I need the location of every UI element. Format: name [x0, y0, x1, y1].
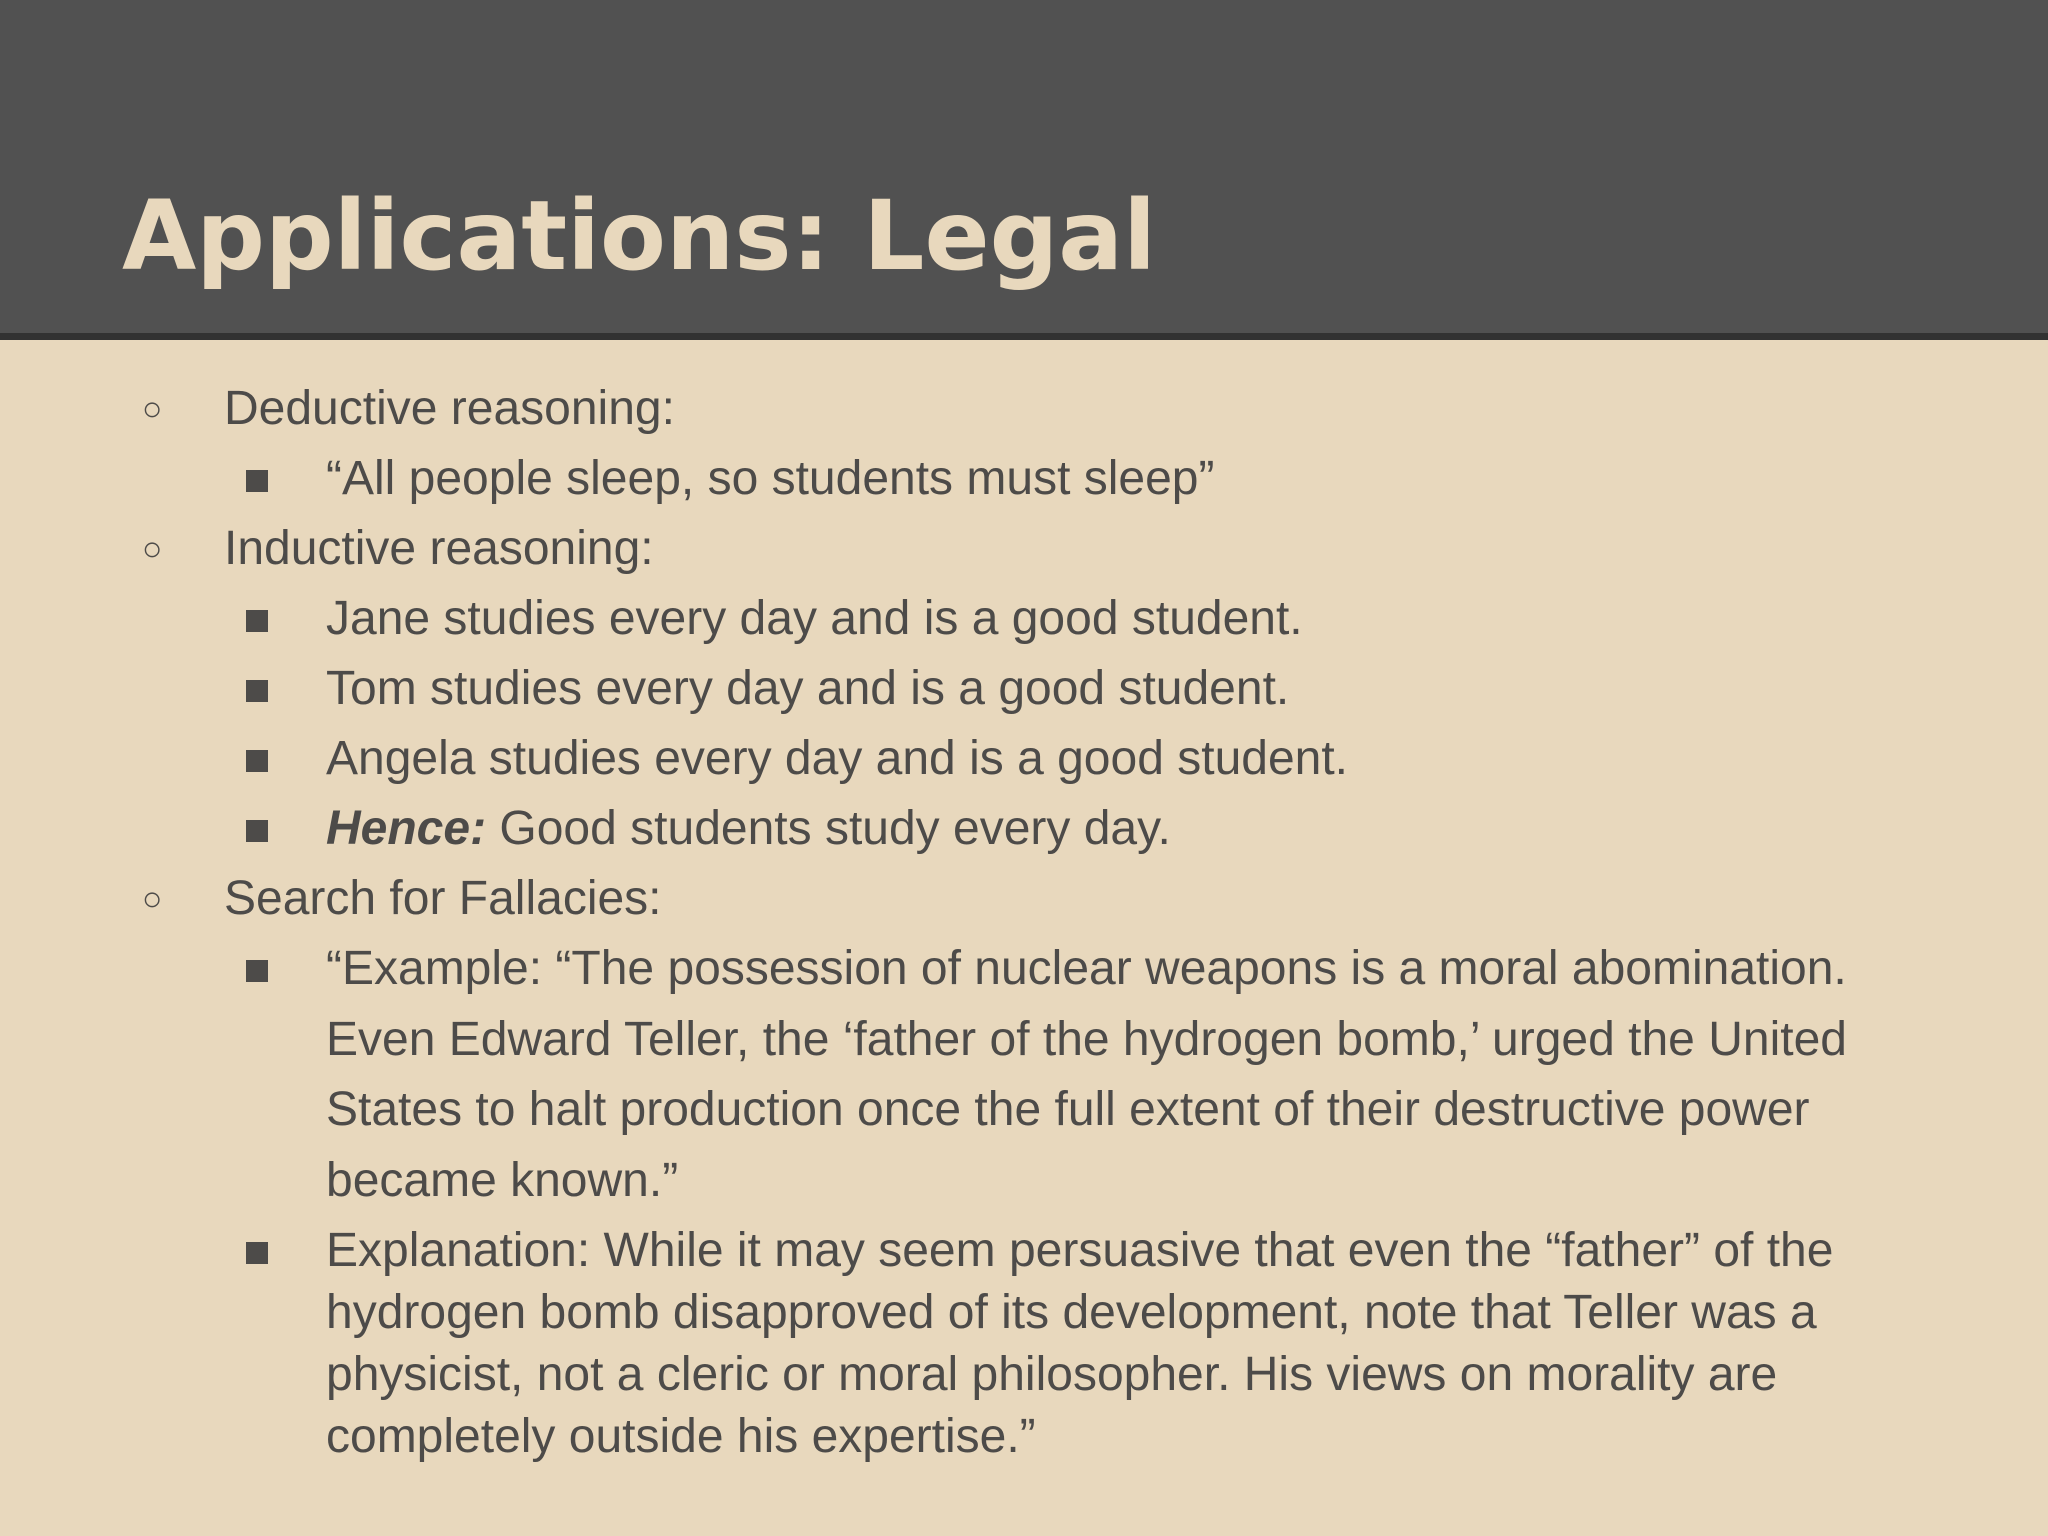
square-bullet-icon: [246, 470, 268, 492]
square-bullet-icon: [246, 610, 268, 632]
sub-list-item-example: [0, 934, 1926, 1216]
conclusion-prefix: Hence:: [326, 802, 487, 855]
list-item-label: Search for Fallacies:: [224, 872, 662, 925]
square-bullet-icon: [246, 1242, 268, 1264]
sub-list-item-explanation: [0, 1220, 1926, 1468]
sub-list-item-text: Jane studies every day and is a good student.: [326, 592, 1303, 645]
square-bullet-icon: [246, 680, 268, 702]
sub-list-item-text: “All people sleep, so students must sleep”: [326, 452, 1215, 505]
list-item-label: Deductive reasoning:: [224, 382, 675, 435]
explanation-text: Explanation: While it may seem persuasive that even the “father” of the hydrogen bomb disapproved of its development, note that Teller was a physicist, not a cleric or moral philosopher. His views on morality are completely outside his expertise.”: [326, 1224, 1834, 1463]
sub-list-item: [0, 444, 2048, 514]
list-item-inductive: [0, 514, 2048, 584]
square-bullet-icon: [246, 820, 268, 842]
sub-list-item-text: Tom studies every day and is a good student.: [326, 662, 1290, 715]
hollow-circle-bullet-icon: ○: [142, 880, 163, 918]
square-bullet-icon: [246, 750, 268, 772]
title-divider: [0, 333, 2048, 340]
conclusion-text: Good students study every day.: [486, 802, 1171, 855]
slide-body: [0, 374, 2048, 1468]
sub-list-item: [0, 724, 2048, 794]
list-item-fallacies: [0, 864, 2048, 934]
hollow-circle-bullet-icon: ○: [142, 530, 163, 568]
square-bullet-icon: [246, 960, 268, 982]
list-item-deductive: [0, 374, 2048, 444]
sub-list-item-conclusion: [0, 794, 2048, 864]
sub-list-item: [0, 654, 2048, 724]
slide-title: Applications: Legal: [122, 180, 1156, 292]
sub-list-item: [0, 584, 2048, 654]
sub-list-item-text: Angela studies every day and is a good student.: [326, 732, 1349, 785]
hollow-circle-bullet-icon: ○: [142, 390, 163, 428]
list-item-label: Inductive reasoning:: [224, 522, 654, 575]
example-text: “Example: “The possession of nuclear weapons is a moral abomination. Even Edward Teller, the ‘father of the hydrogen bomb,’ urged the United States to halt production once the full extent of their destructive power became known.”: [326, 942, 1847, 1207]
